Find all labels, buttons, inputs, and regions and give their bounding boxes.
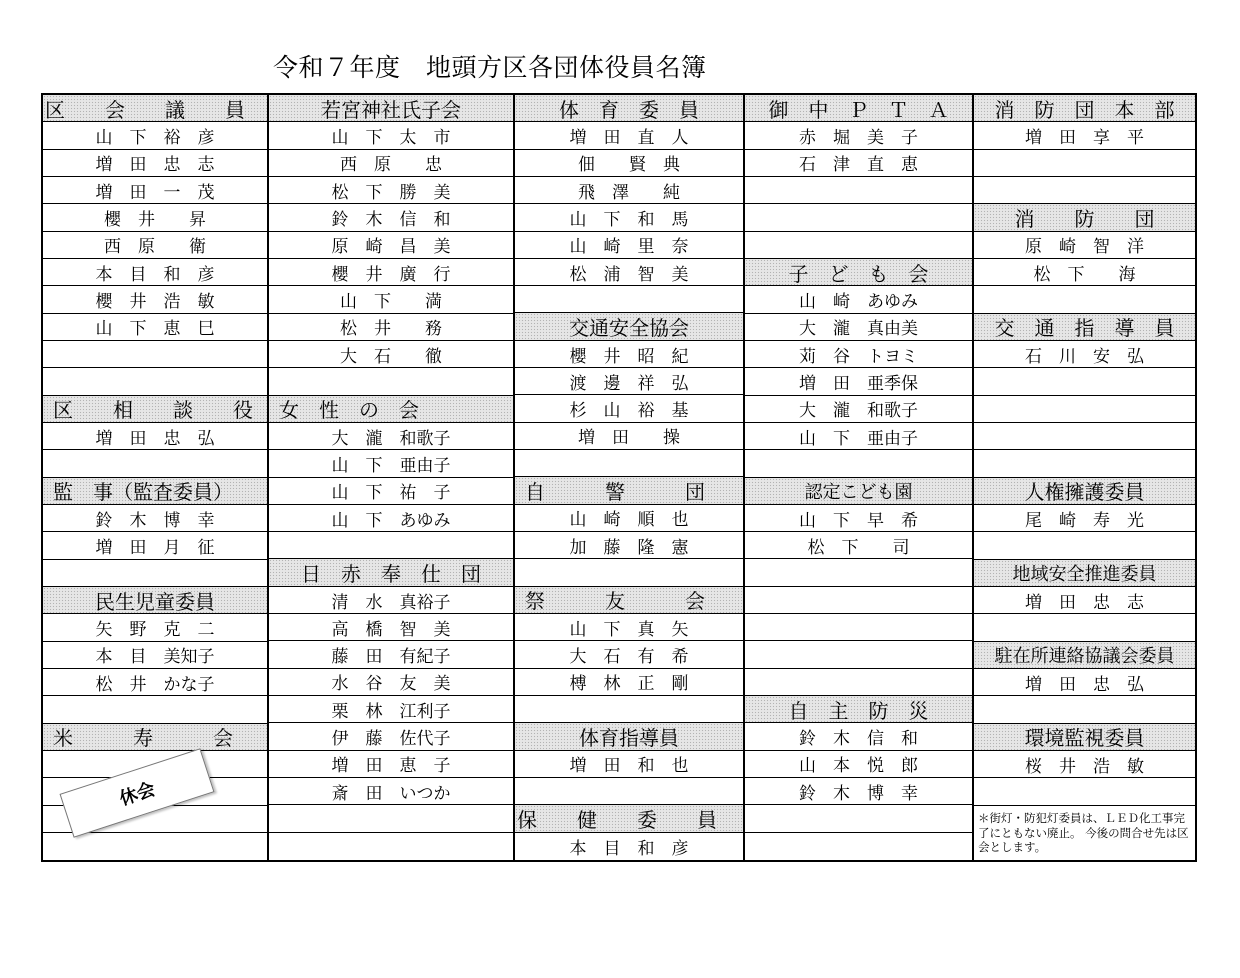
member-name: 大 石 徹 [269, 341, 513, 368]
empty-cell [269, 805, 513, 832]
member-name: 尾 崎 寿 光 [974, 505, 1195, 532]
member-name: 増 田 操 [515, 423, 743, 450]
section-header: 保 健 委 員 [515, 805, 743, 832]
column-5 [974, 95, 1208, 860]
empty-cell [974, 614, 1195, 641]
empty-cell [43, 341, 267, 368]
section-header: 自 警 団 [515, 477, 743, 504]
roster-table [41, 93, 1208, 862]
member-name: 増 田 忠 弘 [43, 423, 267, 450]
member-name: 清 水 真裕子 [269, 587, 513, 614]
section-header: 米 寿 会 [43, 724, 267, 751]
section-header: 子 ど も 会 [745, 259, 972, 286]
empty-cell [43, 696, 267, 723]
member-name: 山 崎 里 奈 [515, 232, 743, 259]
empty-cell [515, 286, 743, 313]
member-name: 水 谷 友 美 [269, 669, 513, 696]
empty-cell [974, 450, 1195, 477]
closed-stamp: 休会 [60, 748, 215, 837]
member-name: 栗 林 江利子 [269, 696, 513, 723]
member-name: 山 下 和 馬 [515, 204, 743, 231]
member-name: 加 藤 隆 憲 [515, 532, 743, 559]
member-name: 伊 藤 佐代子 [269, 723, 513, 750]
member-name: 松 井 務 [269, 314, 513, 341]
column-1 [43, 95, 269, 860]
member-name: 櫻 井 昇 [43, 204, 267, 231]
member-name: 鈴 木 博 幸 [745, 778, 972, 805]
member-name: 増 田 和 也 [515, 751, 743, 778]
empty-cell [974, 177, 1195, 204]
empty-cell [515, 450, 743, 477]
member-name: 山 下 満 [269, 286, 513, 313]
section-header: 駐在所連絡協議会委員 [974, 642, 1195, 669]
column-3 [515, 95, 745, 860]
member-name: 増 田 忠 志 [43, 150, 267, 177]
empty-cell [745, 805, 972, 832]
empty-cell [745, 232, 972, 259]
section-header: 体 育 委 員 [515, 95, 743, 122]
empty-cell [269, 368, 513, 395]
member-name: 鈴 木 博 幸 [43, 505, 267, 532]
empty-cell [745, 204, 972, 231]
member-name: 原 崎 智 洋 [974, 232, 1195, 259]
member-name: 高 橋 智 美 [269, 614, 513, 641]
section-header: 交通安全協会 [515, 313, 743, 340]
member-name: 松 井 かな子 [43, 669, 267, 696]
section-header: 地域安全推進委員 [974, 560, 1195, 587]
section-header: 監 事（監査委員） [43, 478, 267, 505]
member-name: 増 田 月 征 [43, 532, 267, 559]
member-name: 山 下 亜由子 [745, 423, 972, 450]
section-header: 認定こども園 [745, 478, 972, 505]
empty-cell [745, 669, 972, 696]
page-title: 令和７年度 地頭方区各団体役員名簿 [273, 53, 707, 82]
member-name: 西 原 衛 [43, 232, 267, 259]
empty-cell [974, 150, 1195, 177]
member-name: 鈴 木 信 和 [745, 723, 972, 750]
section-header: 環境監視委員 [974, 724, 1195, 751]
section-header: 日 赤 奉 仕 団 [269, 559, 513, 586]
section-header: 消 防 団 [974, 204, 1195, 231]
member-name: 本 目 和 彦 [569, 838, 689, 859]
member-name: 山 下 恵 巳 [43, 314, 267, 341]
member-name: 櫻 井 廣 行 [269, 259, 513, 286]
member-name: 石 川 安 弘 [974, 341, 1195, 368]
member-name: 山 下 真 矢 [515, 614, 743, 641]
member-name: 増 田 忠 志 [974, 587, 1195, 614]
member-name: 山 下 太 市 [269, 122, 513, 149]
member-name: 佃 賢 典 [515, 150, 743, 177]
section-header: 交 通 指 導 員 [974, 314, 1195, 341]
empty-cell [515, 696, 743, 723]
member-name: 西 原 忠 [269, 150, 513, 177]
empty-cell [43, 560, 267, 587]
member-name: 増 田 恵 子 [269, 751, 513, 778]
member-name: 石 津 直 恵 [745, 150, 972, 177]
empty-cell [745, 559, 972, 586]
member-name: 矢 野 克 二 [43, 614, 267, 641]
empty-cell [974, 368, 1195, 395]
member-name: 山 下 亜由子 [269, 450, 513, 477]
member-name: 松 下 海 [974, 259, 1195, 286]
member-name: 本 目 美知子 [43, 642, 267, 669]
member-name: 増 田 享 平 [974, 122, 1195, 149]
section-header: 消 防 団 本 部 [974, 95, 1195, 122]
empty-cell [515, 778, 743, 805]
empty-cell [745, 177, 972, 204]
member-name: 大 瀧 和歌子 [269, 423, 513, 450]
member-name: 増 田 一 茂 [43, 177, 267, 204]
empty-cell [745, 833, 972, 860]
section-header: 女 性 の 会 [269, 396, 513, 423]
section-header: 御 中 Ｐ Ｔ Ａ [745, 95, 972, 122]
member-name: 松 下 司 [745, 532, 972, 559]
member-name: 渡 邊 祥 弘 [515, 368, 743, 395]
member-name: 山 下 あゆみ [269, 505, 513, 532]
member-name: 山 崎 あゆみ [745, 286, 972, 313]
section-header: 区 会 議 員 [43, 95, 267, 122]
empty-cell [974, 696, 1195, 723]
empty-cell [974, 423, 1195, 450]
empty-cell [43, 368, 267, 395]
empty-cell [974, 532, 1195, 559]
member-name: 桜 井 浩 敏 [974, 751, 1195, 778]
member-name: 斎 田 いつか [269, 778, 513, 805]
member-name: 増 田 忠 弘 [974, 669, 1195, 696]
empty-cell [974, 286, 1195, 313]
member-name: 本 目 和 彦 [43, 259, 267, 286]
section-header: 体育指導員 [515, 723, 743, 750]
member-name: 大 瀧 真由美 [745, 314, 972, 341]
empty-cell [43, 833, 267, 860]
empty-cell [43, 450, 267, 477]
member-name: 山 本 悦 郎 [745, 751, 972, 778]
section-header: 区 相 談 役 [43, 396, 267, 423]
empty-cell [269, 833, 513, 860]
footnote: ＊街灯・防犯灯委員は、ＬＥＤ化工事完 了にともない廃止。 今後の問合せ先は区会とします。 [978, 811, 1208, 855]
member-name: 松 下 勝 美 [269, 177, 513, 204]
empty-cell [974, 396, 1195, 423]
member-name: 大 石 有 希 [515, 641, 743, 668]
member-name: 藤 田 有紀子 [269, 641, 513, 668]
empty-cell [745, 641, 972, 668]
member-name: 櫻 井 浩 敏 [43, 286, 267, 313]
empty-cell [745, 587, 972, 614]
member-name: 原 崎 昌 美 [269, 232, 513, 259]
empty-cell [745, 450, 972, 477]
section-header: 若宮神社氏子会 [269, 95, 513, 122]
member-name: 杉 山 裕 基 [515, 395, 743, 422]
section-header: 民生児童委員 [43, 587, 267, 614]
empty-cell [269, 532, 513, 559]
member-name: 山 下 裕 彦 [43, 122, 267, 149]
member-name: 鈴 木 信 和 [269, 204, 513, 231]
section-header: 自 主 防 災 [745, 696, 972, 723]
member-name: 赤 堀 美 子 [745, 122, 972, 149]
column-2 [269, 95, 515, 860]
column-4 [745, 95, 974, 860]
section-header: 祭 友 会 [515, 587, 743, 614]
member-name: 増 田 直 人 [515, 122, 743, 149]
member-name: 榑 林 正 剛 [515, 669, 743, 696]
member-name: 櫻 井 昭 紀 [515, 341, 743, 368]
member-name: 山 下 祐 子 [269, 478, 513, 505]
member-name: 山 下 早 希 [745, 505, 972, 532]
member-name: 増 田 亜季保 [745, 368, 972, 395]
section-header: 人権擁護委員 [974, 478, 1195, 505]
empty-cell [745, 614, 972, 641]
member-name: 苅 谷 トヨミ [745, 341, 972, 368]
member-name: 山 崎 順 也 [515, 505, 743, 532]
empty-cell [974, 778, 1195, 805]
member-name: 松 浦 智 美 [515, 259, 743, 286]
member-name: 大 瀧 和歌子 [745, 396, 972, 423]
empty-cell [515, 559, 743, 586]
member-name: 飛 澤 純 [515, 177, 743, 204]
